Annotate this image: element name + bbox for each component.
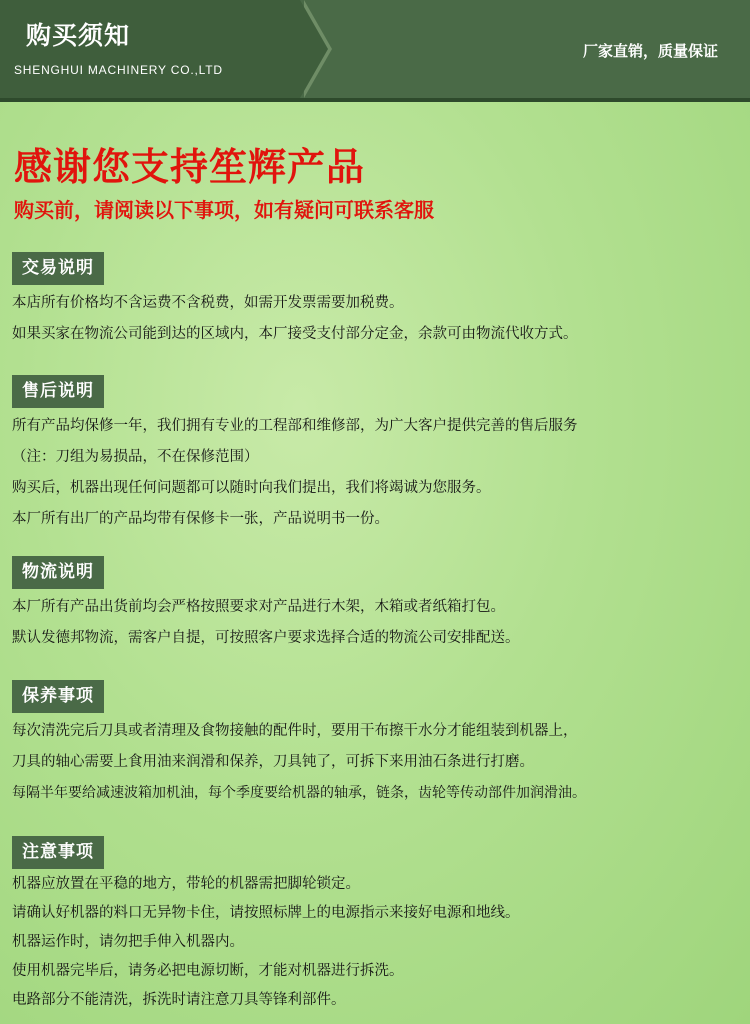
header-title: 购买须知 — [26, 21, 131, 50]
page-subtitle: 购买前，请阅读以下事项，如有疑问可联系客服 — [14, 198, 434, 222]
section-label: 售后说明 — [12, 375, 104, 408]
header-divider — [0, 98, 750, 102]
section-line: 电路部分不能清洗，拆洗时请注意刀具等锋利部件。 — [12, 992, 346, 1008]
section-trade — [12, 252, 748, 350]
section-line: 每次清洗完后刀具或者清理及食物接触的配件时，要用干布擦干水分才能组装到机器上， — [12, 723, 578, 739]
header-banner — [0, 0, 750, 102]
section-notes — [12, 836, 748, 1015]
section-label: 保养事项 — [12, 680, 104, 713]
section-line: 本厂所有出厂的产品均带有保修卡一张，产品说明书一份。 — [12, 511, 389, 527]
section-line: 本店所有价格均不含运费不含税费，如需开发票需要加税费。 — [12, 295, 404, 311]
section-line: 所有产品均保修一年，我们拥有专业的工程部和维修部，为广大客户提供完善的售后服务 — [12, 418, 578, 434]
page-title: 感谢您支持笙辉产品 — [14, 145, 366, 189]
section-line: 机器应放置在平稳的地方，带轮的机器需把脚轮锁定。 — [12, 876, 360, 892]
section-maintenance — [12, 680, 748, 809]
company-name: SHENGHUI MACHINERY CO.,LTD — [14, 63, 223, 77]
section-line: 购买后，机器出现任何问题都可以随时向我们提出，我们将竭诚为您服务。 — [12, 480, 491, 496]
section-line: 刀具的轴心需要上食用油来润滑和保养，刀具钝了，可拆下来用油石条进行打磨。 — [12, 754, 534, 770]
section-label: 交易说明 — [12, 252, 104, 285]
section-line: 本厂所有产品出货前均会严格按照要求对产品进行木架，木箱或者纸箱打包。 — [12, 599, 505, 615]
section-label: 注意事项 — [12, 836, 104, 869]
section-line: 使用机器完毕后，请务必把电源切断，才能对机器进行拆洗。 — [12, 963, 404, 979]
section-after-sales — [12, 375, 748, 535]
section-logistics — [12, 556, 748, 654]
header-slogan: 厂家直销，质量保证 — [582, 42, 718, 60]
section-line: 请确认好机器的料口无异物卡住，请按照标牌上的电源指示来接好电源和地线。 — [12, 905, 520, 921]
header-chevron — [300, 0, 328, 98]
section-line: （注：刀组为易损品，不在保修范围） — [12, 449, 259, 465]
section-line: 机器运作时，请勿把手伸入机器内。 — [12, 934, 244, 950]
section-label: 物流说明 — [12, 556, 104, 589]
section-line: 默认发德邦物流，需客户自提，可按照客户要求选择合适的物流公司安排配送。 — [12, 630, 520, 646]
section-line: 如果买家在物流公司能到达的区域内，本厂接受支付部分定金，余款可由物流代收方式。 — [12, 326, 578, 342]
section-line: 每隔半年要给减速波箱加机油，每个季度要给机器的轴承，链条，齿轮等传动部件加润滑油。 — [12, 785, 586, 801]
